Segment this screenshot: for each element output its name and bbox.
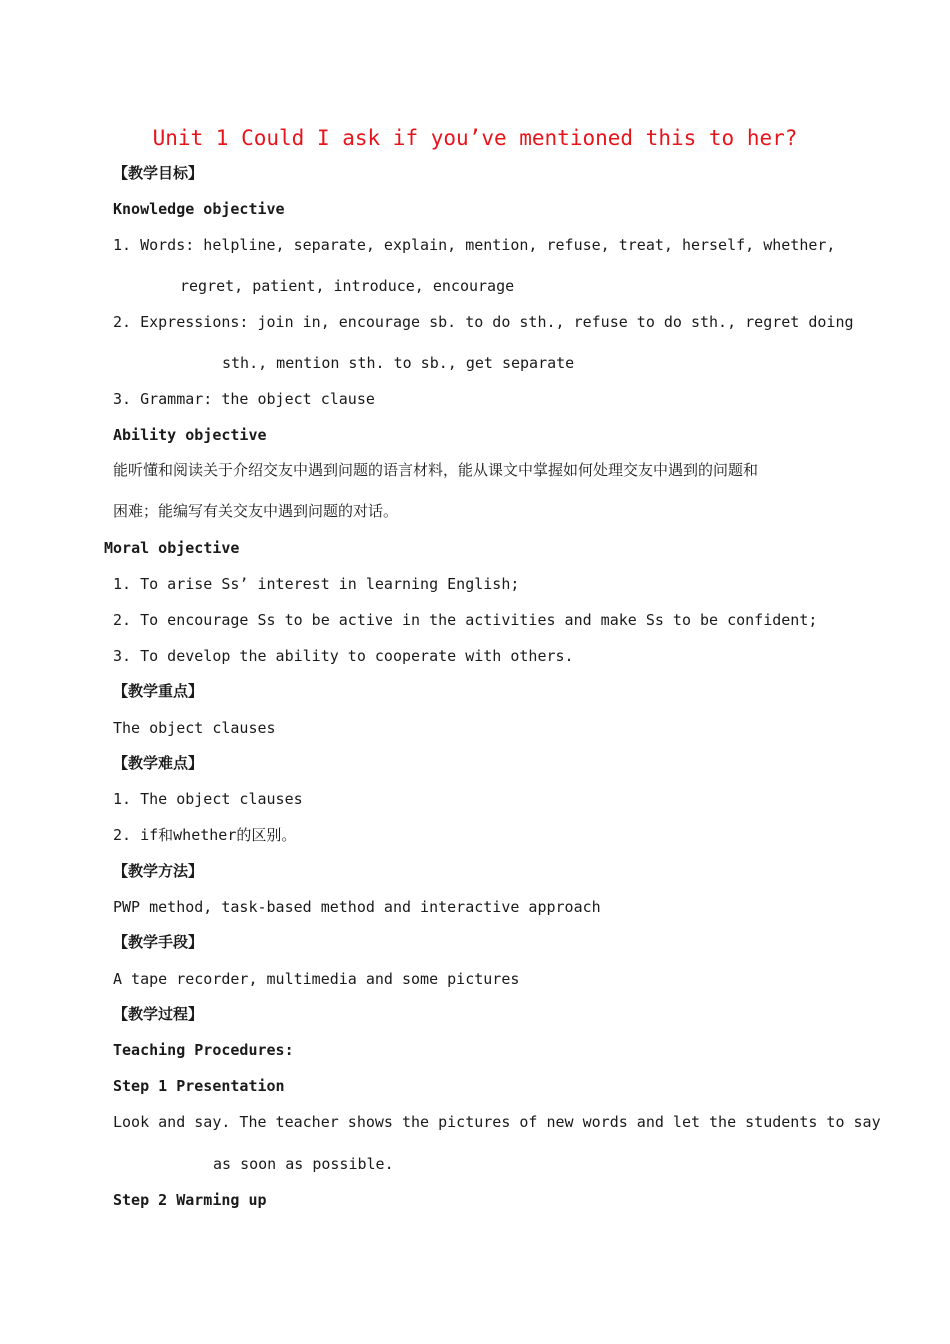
teaching-methods-text: PWP method, task-based method and interactive approach — [113, 898, 601, 916]
knowledge-item-2: 2. Expressions: join in, encourage sb. to do sth., refuse to do sth., regret doing — [113, 313, 854, 331]
key-points-text: The object clauses — [113, 719, 276, 737]
knowledge-item-3: 3. Grammar: the object clause — [113, 390, 375, 408]
heading-ability-objective: Ability objective — [113, 426, 267, 444]
ability-text-line-2: 困难；能编写有关交友中遇到问题的对话。 — [113, 502, 399, 520]
heading-knowledge-objective: Knowledge objective — [113, 200, 285, 218]
heading-teaching-methods: 【教学方法】 — [113, 862, 204, 880]
difficult-item-1: 1. The object clauses — [113, 790, 303, 808]
teaching-aids-text: A tape recorder, multimedia and some pictures — [113, 970, 520, 988]
heading-step-2: Step 2 Warming up — [113, 1191, 267, 1209]
heading-moral-objective: Moral objective — [104, 539, 240, 557]
moral-item-1: 1. To arise Ss’ interest in learning English; — [113, 575, 520, 593]
step-1-text: Look and say. The teacher shows the pictures of new words and let the students to say — [113, 1113, 881, 1131]
ability-text-line-1: 能听懂和阅读关于介绍交友中遇到问题的语言材料，能从课文中掌握如何处理交友中遇到的问题和 — [113, 461, 759, 479]
heading-step-1: Step 1 Presentation — [113, 1077, 285, 1095]
heading-teaching-aids: 【教学手段】 — [113, 933, 204, 951]
knowledge-item-2-cont: sth., mention sth. to sb., get separate — [222, 354, 575, 372]
knowledge-item-1: 1. Words: helpline, separate, explain, mention, refuse, treat, herself, whether, — [113, 236, 836, 254]
step-1-text-cont: as soon as possible. — [213, 1155, 394, 1173]
knowledge-item-1-cont: regret, patient, introduce, encourage — [180, 277, 515, 295]
heading-difficult-points: 【教学难点】 — [113, 754, 204, 772]
difficult-item-2: 2. if和whether的区别。 — [113, 826, 297, 844]
heading-key-points: 【教学重点】 — [113, 682, 204, 700]
moral-item-3: 3. To develop the ability to cooperate with others. — [113, 647, 574, 665]
page-title: Unit 1 Could I ask if you’ve mentioned this to her? — [152, 126, 798, 150]
moral-item-2: 2. To encourage Ss to be active in the activities and make Ss to be confident; — [113, 611, 818, 629]
heading-teaching-process: 【教学过程】 — [113, 1005, 204, 1023]
heading-teaching-objectives: 【教学目标】 — [113, 164, 204, 182]
heading-teaching-procedures: Teaching Procedures: — [113, 1041, 294, 1059]
